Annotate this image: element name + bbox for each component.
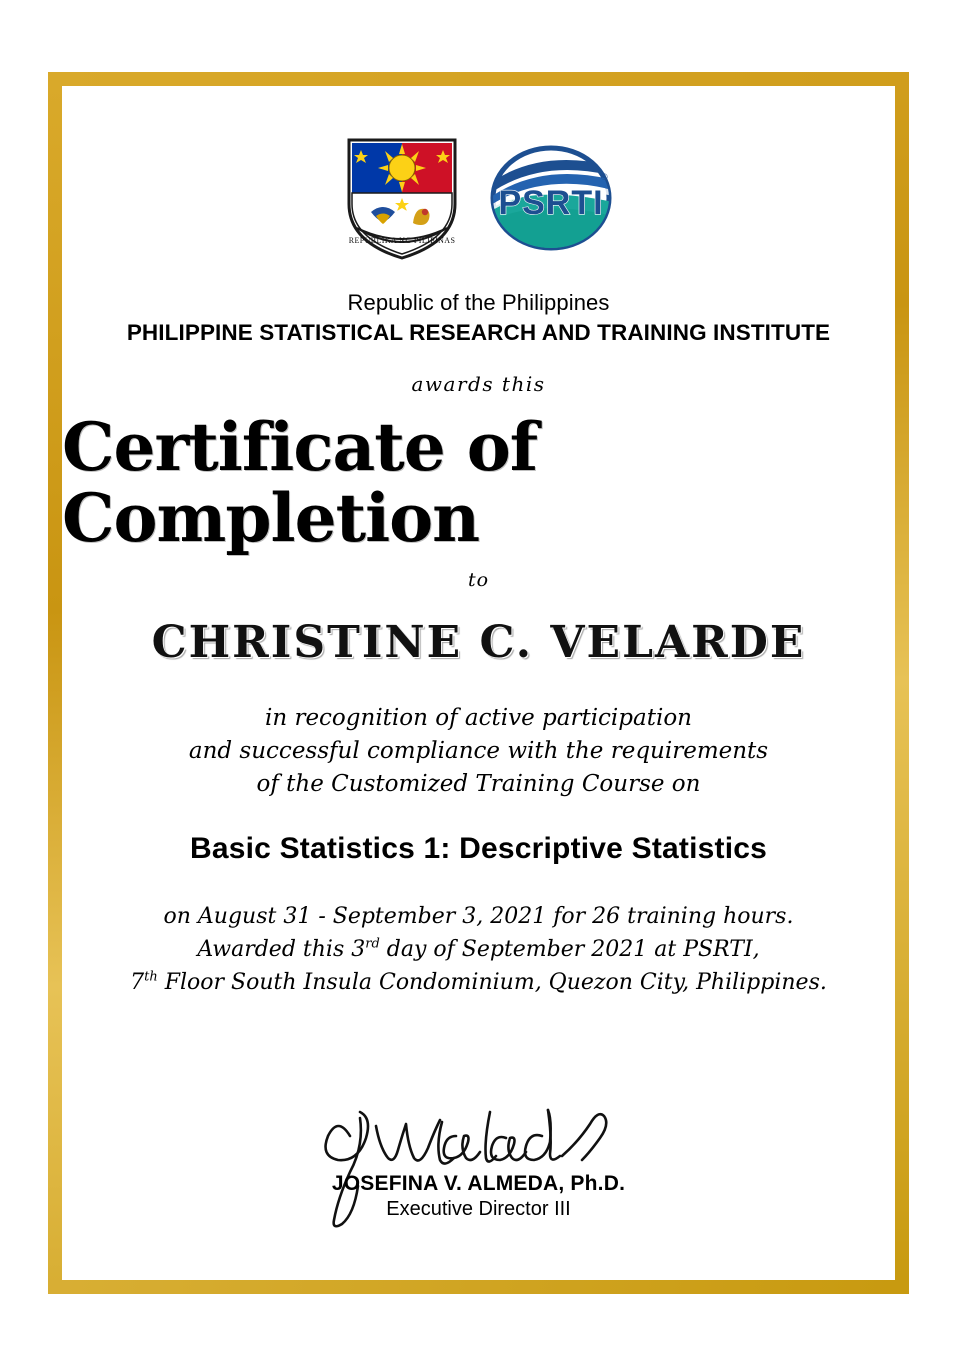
recognition-line-2: and successful compliance with the requirements bbox=[188, 737, 769, 764]
recognition-line-1: in recognition of active participation bbox=[264, 704, 692, 731]
details-line-3-b: Floor South Insula Condominium, Quezon City, Philippines. bbox=[157, 969, 827, 995]
details-line-2-ordinal: rd bbox=[365, 936, 380, 952]
signer-title: Executive Director III bbox=[386, 1198, 571, 1220]
details-line-3-a: 7 bbox=[130, 969, 145, 995]
certificate-details bbox=[130, 900, 827, 999]
republic-line: Republic of the Philippines bbox=[347, 290, 610, 315]
recognition-text bbox=[189, 702, 768, 802]
signature-wrap bbox=[314, 1106, 644, 1172]
details-line-3 bbox=[130, 966, 827, 999]
details-line-2 bbox=[130, 933, 827, 966]
psrti-logo-icon bbox=[487, 140, 615, 252]
course-title: Basic Statistics 1: Descriptive Statistics bbox=[190, 831, 767, 865]
recipient-name: CHRISTINE C. VELARDE bbox=[151, 616, 806, 668]
details-line-2-a: Awarded this 3 bbox=[197, 936, 366, 962]
details-line-1: on August 31 - September 3, 2021 for 26 training hours. bbox=[163, 903, 794, 929]
certificate-title: Certificate of Completion bbox=[62, 408, 538, 558]
certificate-content bbox=[62, 86, 895, 1280]
signer-name: JOSEFINA V. ALMEDA, Ph.D. bbox=[331, 1172, 626, 1195]
republic-of-the-philippines-seal-icon bbox=[343, 130, 461, 262]
signature-block bbox=[62, 1106, 895, 1221]
svg-text:PSRTI: PSRTI bbox=[497, 184, 604, 222]
logo-row bbox=[343, 128, 615, 264]
details-line-3-ordinal: th bbox=[144, 969, 158, 985]
svg-text:®: ® bbox=[600, 172, 608, 182]
details-line-2-b: day of September 2021 at PSRTI, bbox=[379, 936, 760, 962]
institute-line: PHILIPPINE STATISTICAL RESEARCH AND TRAINING INSTITUTE bbox=[126, 320, 831, 345]
awards-this-text: awards this bbox=[411, 372, 546, 396]
svg-text:REPUBLIKA NG PILIPINAS: REPUBLIKA NG PILIPINAS bbox=[348, 236, 455, 245]
to-word: to bbox=[467, 568, 490, 591]
recognition-line-3: of the Customized Training Course on bbox=[256, 771, 701, 798]
